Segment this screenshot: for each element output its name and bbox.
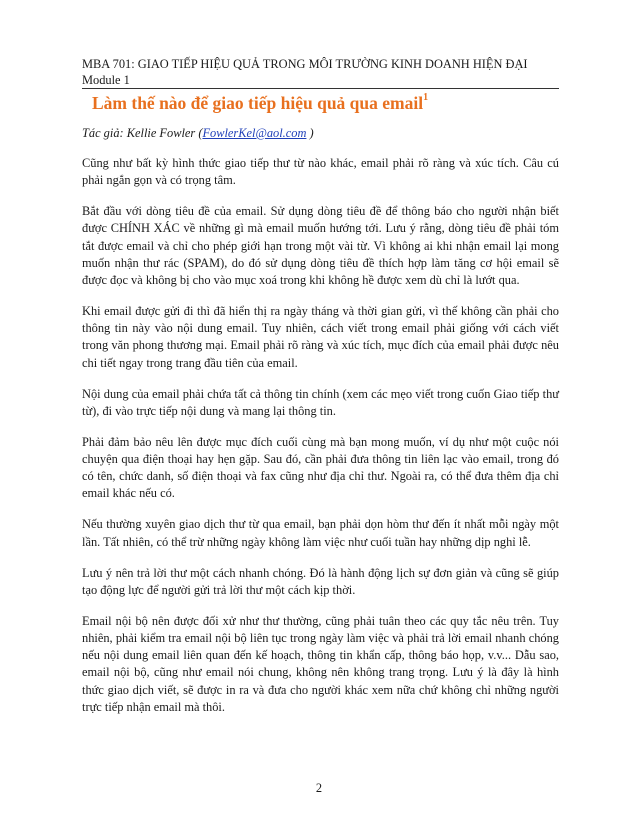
author-line: [82, 125, 559, 141]
header-course-title: MBA 701: GIAO TIẾP HIỆU QUẢ TRONG MÔI TRƯỜNG KINH DOANH HIỆN ĐẠI: [82, 57, 528, 71]
paragraph: Khi email được gửi đi thì đã hiển thị ra ngày tháng và thời gian gửi, vì thế không cần phải cho thông tin này vào nội dung email. Tuy nhiên, cách viết trong email phải giống với cách viết trong văn phong thương mại. Email phải rõ ràng và xúc tích, mục đích của email phải được nêu chi tiết ngay trong trang đầu tiên của email.: [82, 304, 559, 370]
article-body: [82, 155, 559, 730]
running-header: [82, 56, 559, 88]
article-title: [92, 89, 562, 114]
header-module: Module 1: [82, 73, 130, 87]
paragraph: Email nội bộ nên được đối xử như thư thường, cũng phải tuân theo các quy tắc nêu trên. Tuy nhiên, phải kiểm tra email nội bộ liên tục trong ngày làm việc và phải trả lời email nhanh chóng nếu nội dung email liên quan đến kế hoạch, thông tin khẩn cấp, thông báo họp, v.v... Dẫu sao, email nội bộ, cũng như email nói chung, không nên không trang trọng. Lưu ý là đây là hình thức giao dịch viết, sẽ được in ra và đưa cho người khác xem nữa chứ không chỉ những người trực tiếp nhận email mà thôi.: [82, 613, 559, 714]
author-label: Tác giả: Kellie Fowler (: [82, 126, 203, 140]
paragraph: Bắt đầu với dòng tiêu đề của email. Sử dụng dòng tiêu đề để thông báo cho người nhận biết được CHÍNH XÁC về những gì mà email muốn hướng tới. Lưu ý rằng, dòng tiêu đề phải tóm tắt được email và chỉ cho phép giới hạn trong một vài từ. Vì không ai khi nhận email lại mong muốn nhận thư rác (SPAM), do đó sử dụng dòng tiêu đề thích hợp làm tăng cơ hội email sẽ được đọc và không bị cho vào mục xoá trong khi không hề được xem dù chỉ là lướt qua.: [82, 204, 559, 288]
paragraph: Nội dung của email phải chứa tất cả thông tin chính (xem các mẹo viết trong cuốn Giao tiếp thư từ), đi vào trực tiếp nội dung và mang lại thông tin.: [82, 386, 559, 418]
paragraph: Lưu ý nên trả lời thư một cách nhanh chóng. Đó là hành động lịch sự đơn giản và cũng sẽ giúp tạo động lực để người gửi trả lời thư một cách kịp thời.: [82, 565, 559, 597]
footnote-marker[interactable]: 1: [423, 92, 429, 103]
paragraph: Cũng như bất kỳ hình thức giao tiếp thư từ nào khác, email phải rõ ràng và xúc tích. Câu cú phải ngắn gọn và có trọng tâm.: [82, 156, 559, 188]
page-number: 2: [315, 781, 323, 795]
article-title-text: Làm thế nào để giao tiếp hiệu quả qua email: [92, 92, 424, 113]
author-suffix: ): [306, 126, 314, 140]
paragraph: Nếu thường xuyên giao dịch thư từ qua email, bạn phải dọn hòm thư đến ít nhất mỗi ngày một lần. Tất nhiên, có thể trừ những ngày không làm việc như cuối tuần hay những dịp nghỉ lễ.: [82, 517, 559, 549]
paragraph: Phải đảm bảo nêu lên được mục đích cuối cùng mà bạn mong muốn, ví dụ như một cuộc nói chuyện qua điện thoại hay hẹn gặp. Sau đó, cần phải đưa thông tin liên lạc vào email, trong đó có tên, chức danh, số điện thoại và fax cũng như địa chỉ thư. Ngoài ra, có thể đưa thêm địa chỉ email khác nếu có.: [82, 434, 559, 501]
author-email-link[interactable]: FowlerKel@aol.com: [202, 126, 307, 140]
